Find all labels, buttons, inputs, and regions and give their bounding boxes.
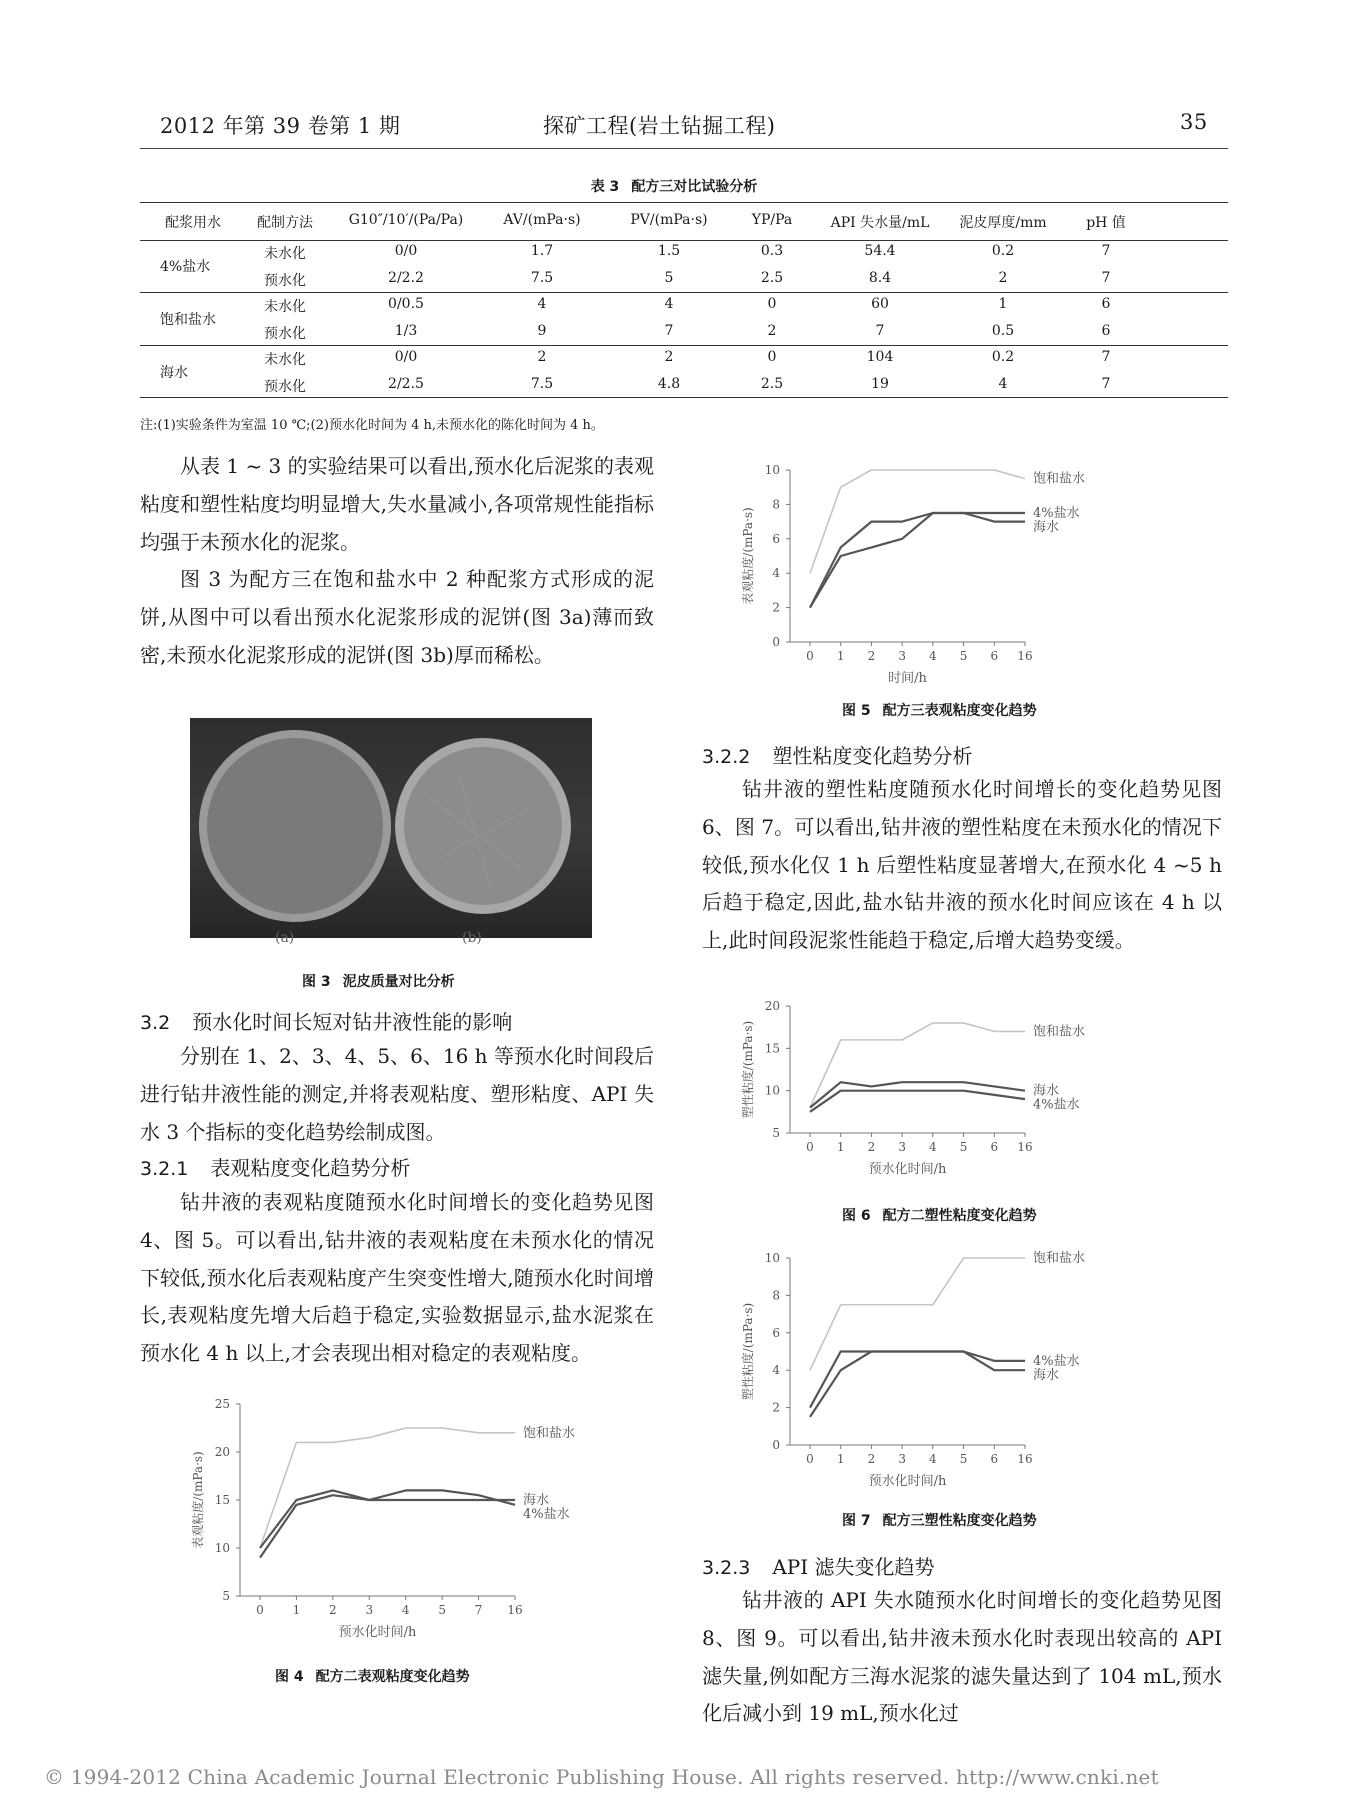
table-column-header: G10″/10′/(Pa/Pa) xyxy=(348,212,464,228)
figure-label: 图 7 xyxy=(842,1513,871,1529)
paragraph-text: 分别在 1、2、3、4、5、6、16 h 等预水化时间段后进行钻井液性能的测定,并将表观粘度、塑形粘度、API 失水 3 个指标的变化趋势绘制成图。 xyxy=(140,1044,654,1144)
series-label: 海水 xyxy=(1033,1367,1060,1383)
y-tick-label: 8 xyxy=(772,497,780,512)
x-tick-label: 2 xyxy=(867,649,876,663)
table-column-header: AV/(mPa·s) xyxy=(503,212,581,228)
series-label: 饱和盐水 xyxy=(1033,1024,1086,1040)
figure-label: 图 5 xyxy=(842,703,871,719)
section-number: 3.2 xyxy=(140,1012,171,1034)
y-tick-label: 4 xyxy=(772,1363,780,1378)
y-tick-label: 10 xyxy=(214,1541,230,1555)
table-group-label: 4%盐水 xyxy=(160,259,211,275)
x-tick-label: 7 xyxy=(474,1603,483,1617)
x-tick-label: 1 xyxy=(836,1452,845,1466)
section-number: 3.2.2 xyxy=(702,746,751,768)
table-cell: 2 xyxy=(537,349,547,365)
photo-label-b: (b) xyxy=(462,930,482,946)
x-tick-label: 4 xyxy=(929,1140,937,1154)
y-tick-label: 5 xyxy=(772,1126,780,1140)
table-cell: 0 xyxy=(767,349,777,365)
journal-title: 探矿工程(岩土钻掘工程) xyxy=(543,114,776,138)
x-tick-label: 1 xyxy=(836,1140,845,1154)
figure-title: 配方三塑性粘度变化趋势 xyxy=(882,1513,1037,1529)
series-line xyxy=(810,1258,1025,1370)
x-axis-label: 预水化时间/h xyxy=(338,1625,417,1640)
paragraph xyxy=(140,1184,654,1373)
x-tick-label: 0 xyxy=(806,1452,814,1466)
table-cell: 7 xyxy=(664,323,674,339)
y-tick-label: 6 xyxy=(772,1325,780,1340)
table-cell: 6 xyxy=(1101,323,1111,339)
y-tick-label: 5 xyxy=(222,1589,230,1603)
section-heading xyxy=(140,1152,410,1181)
x-tick-label: 4 xyxy=(929,1452,937,1466)
figure-caption xyxy=(842,1205,1049,1225)
table-group-label: 海水 xyxy=(160,365,188,381)
table-cell: 4.8 xyxy=(657,376,681,392)
y-tick-label: 10 xyxy=(764,1251,780,1265)
figure-caption xyxy=(842,1510,1049,1530)
table-column-header: pH 值 xyxy=(1086,215,1126,231)
series-line xyxy=(260,1495,515,1557)
journal-issue: 2012 年第 39 卷第 1 期 xyxy=(160,114,401,138)
table-cell: 1 xyxy=(998,296,1008,312)
y-tick-label: 20 xyxy=(214,1445,230,1459)
section-number: 3.2.3 xyxy=(702,1557,751,1579)
x-tick-label: 3 xyxy=(898,1140,906,1154)
table-cell: 2.5 xyxy=(760,376,784,392)
section-title: API 滤失变化趋势 xyxy=(772,1555,935,1579)
y-tick-label: 0 xyxy=(772,1438,780,1452)
table-cell: 104 xyxy=(866,349,894,365)
table-body xyxy=(0,0,1348,400)
paragraph xyxy=(702,1582,1222,1733)
x-tick-label: 5 xyxy=(959,1452,968,1466)
y-tick-label: 15 xyxy=(214,1493,230,1507)
y-tick-label: 25 xyxy=(214,1397,230,1411)
paragraph-text: 钻井液的表观粘度随预水化时间增长的变化趋势见图 4、图 5。可以看出,钻井液的表观粘度在未预水化的情况下较低,预水化后表观粘度产生突变性增大,随预水化时间增长,表观粘度先增大后趋于稳定,实验数据显示,盐水泥浆在预水化 4 h 以上,才会表现出相对稳定的表观粘度。 xyxy=(140,1190,654,1366)
table-cell: 2.5 xyxy=(760,270,784,286)
figure-title: 配方二表观粘度变化趋势 xyxy=(315,1669,470,1685)
x-tick-label: 16 xyxy=(1017,649,1033,663)
table-cell: 2 xyxy=(664,349,674,365)
y-tick-label: 0 xyxy=(772,635,780,649)
table-cell: 19 xyxy=(871,376,889,392)
x-tick-label: 6 xyxy=(990,649,999,663)
figure-label: 图 4 xyxy=(275,1669,304,1685)
table-cell: 7 xyxy=(1101,243,1111,259)
series-label: 海水 xyxy=(523,1493,550,1508)
table-cell: 7 xyxy=(1101,376,1111,392)
y-tick-label: 6 xyxy=(772,531,780,546)
mudcake-photo-graphic xyxy=(190,718,592,938)
series-label: 海水 xyxy=(1033,1083,1060,1099)
table-caption: 配方三对比试验分析 xyxy=(631,179,758,195)
table-cell: 4 xyxy=(537,296,547,312)
section-heading xyxy=(702,740,972,769)
x-tick-label: 16 xyxy=(507,1603,523,1617)
fig4-line-chart xyxy=(180,1394,650,1644)
table-cell: 0.2 xyxy=(991,349,1015,365)
paragraph-text: 图 3 为配方三在饱和盐水中 2 种配浆方式形成的泥饼,从图中可以看出预水化泥浆形成的泥饼(图 3a)薄而致密,未预水化泥浆形成的泥饼(图 3b)厚而稀松。 xyxy=(140,567,654,667)
table-cell: 5 xyxy=(664,270,674,286)
table-cell: 0/0 xyxy=(394,349,418,365)
table-cell: 未水化 xyxy=(264,299,306,315)
series-label: 饱和盐水 xyxy=(1033,1251,1086,1266)
paragraph xyxy=(702,771,1222,960)
x-tick-label: 6 xyxy=(990,1452,999,1466)
table-cell: 0.2 xyxy=(991,243,1015,259)
copyright-footer: © 1994-2012 China Academic Journal Electronic Publishing House. All rights reserved. http://www.cnki.net xyxy=(44,1765,1159,1789)
x-axis-label: 时间/h xyxy=(888,671,927,686)
y-axis-label: 塑性粘度/(mPa·s) xyxy=(741,1302,755,1401)
y-axis-label: 表观粘度/(mPa·s) xyxy=(191,1451,205,1549)
table-column-header: 配浆用水 xyxy=(165,215,221,231)
y-tick-label: 8 xyxy=(772,1288,780,1303)
y-tick-label: 10 xyxy=(764,1083,780,1098)
table-cell: 2 xyxy=(767,323,777,339)
mudcake-photo xyxy=(190,718,592,938)
table-cell: 7.5 xyxy=(530,376,554,392)
figure-label: 图 3 xyxy=(302,974,331,990)
table-cell: 4 xyxy=(664,296,674,312)
table-cell: 60 xyxy=(871,296,889,312)
table-cell: 0.5 xyxy=(991,323,1015,339)
table-cell: 54.4 xyxy=(864,243,896,259)
x-tick-label: 1 xyxy=(292,1603,301,1617)
series-label: 饱和盐水 xyxy=(523,1425,576,1441)
y-tick-label: 4 xyxy=(772,566,780,581)
x-tick-label: 0 xyxy=(806,649,814,663)
table-group-label: 饱和盐水 xyxy=(160,312,216,328)
x-tick-label: 16 xyxy=(1017,1140,1033,1154)
section-title: 塑性粘度变化趋势分析 xyxy=(772,744,973,768)
figure-title: 配方二塑性粘度变化趋势 xyxy=(882,1208,1037,1224)
x-tick-label: 2 xyxy=(329,1603,337,1617)
series-line xyxy=(810,1091,1025,1112)
x-tick-label: 2 xyxy=(867,1140,876,1154)
section-title: 预水化时间长短对钻井液性能的影响 xyxy=(192,1010,513,1034)
table-cell: 7 xyxy=(875,323,885,339)
table-cell: 7 xyxy=(1101,270,1111,286)
series-line xyxy=(810,1352,1025,1408)
table-cell: 2/2.2 xyxy=(388,270,424,286)
series-label: 4%盐水 xyxy=(1033,1353,1080,1369)
paragraph-text: 钻井液的 API 失水随预水化时间增长的变化趋势见图 8、图 9。可以看出,钻井液未预水化时表现出较高的 API 滤失量,例如配方三海水泥浆的滤失量达到了 104 mL,预水化后减小到 19 mL,预水化过 xyxy=(702,1588,1222,1726)
x-tick-label: 4 xyxy=(401,1603,410,1617)
y-tick-label: 20 xyxy=(764,999,780,1013)
x-tick-label: 3 xyxy=(365,1603,374,1617)
table-cell: 4 xyxy=(998,376,1008,392)
y-tick-label: 10 xyxy=(764,463,780,477)
x-tick-label: 6 xyxy=(990,1140,999,1154)
page-number: 35 xyxy=(1180,110,1208,134)
table-column-header: YP/Pa xyxy=(751,212,793,228)
paragraph xyxy=(140,1038,654,1151)
y-axis-label: 塑性粘度/(mPa·s) xyxy=(741,1020,755,1119)
series-line xyxy=(260,1428,515,1548)
figure-title: 配方三表观粘度变化趋势 xyxy=(882,703,1037,719)
table-column-header: 配制方法 xyxy=(257,215,313,231)
x-tick-label: 3 xyxy=(898,1452,906,1466)
section-heading xyxy=(140,1006,512,1035)
y-tick-label: 2 xyxy=(772,1400,780,1415)
table-cell: 1.5 xyxy=(657,243,681,259)
y-axis-label: 表观粘度/(mPa·s) xyxy=(741,507,755,605)
table-column-header: PV/(mPa·s) xyxy=(630,212,708,228)
x-tick-label: 3 xyxy=(898,649,906,663)
table-cell: 9 xyxy=(537,323,547,339)
series-line xyxy=(810,513,1025,608)
section-title: 表观粘度变化趋势分析 xyxy=(210,1156,411,1180)
table-cell: 7.5 xyxy=(530,270,554,286)
table-cell: 未水化 xyxy=(264,352,306,368)
series-label: 4%盐水 xyxy=(523,1507,570,1522)
table-column-header: 泥皮厚度/mm xyxy=(959,215,1047,231)
x-tick-label: 4 xyxy=(929,649,937,663)
x-tick-label: 0 xyxy=(256,1603,264,1617)
table-cell: 0/0.5 xyxy=(388,296,424,312)
fig7-line-chart xyxy=(730,1248,1160,1493)
figure-caption xyxy=(275,1666,482,1686)
table-cell: 0 xyxy=(767,296,777,312)
table-cell: 6 xyxy=(1101,296,1111,312)
table-cell: 0.3 xyxy=(760,243,784,259)
x-tick-label: 1 xyxy=(836,649,845,663)
table-cell: 1/3 xyxy=(394,323,418,339)
table-cell: 7 xyxy=(1101,349,1111,365)
figure-title: 泥皮质量对比分析 xyxy=(342,974,455,990)
table-cell: 预水化 xyxy=(264,379,306,395)
x-axis-label: 预水化时间/h xyxy=(868,1162,947,1177)
table-cell: 0/0 xyxy=(394,243,418,259)
x-tick-label: 5 xyxy=(959,649,968,663)
x-tick-label: 2 xyxy=(867,1452,876,1466)
figure-caption xyxy=(302,971,467,991)
y-tick-label: 15 xyxy=(764,1041,780,1056)
series-label: 海水 xyxy=(1033,520,1060,535)
section-heading xyxy=(702,1551,935,1580)
figure-caption xyxy=(842,700,1049,720)
table-note: 注:(1)实验条件为室温 10 ℃;(2)预水化时间为 4 h,未预水化的陈化时间为 4 h。 xyxy=(140,418,604,433)
table-cell: 2/2.5 xyxy=(388,376,424,392)
x-tick-label: 5 xyxy=(438,1603,446,1617)
table-cell: 预水化 xyxy=(264,326,306,342)
series-label: 4%盐水 xyxy=(1033,1097,1080,1113)
section-number: 3.2.1 xyxy=(140,1158,189,1180)
series-label: 4%盐水 xyxy=(1033,506,1080,521)
photo-label-a: (a) xyxy=(275,930,295,946)
table-cell: 未水化 xyxy=(264,246,306,262)
table-cell: 1.7 xyxy=(530,243,554,259)
x-tick-label: 5 xyxy=(959,1140,968,1154)
x-tick-label: 0 xyxy=(806,1140,814,1154)
figure-label: 图 6 xyxy=(842,1208,871,1224)
paragraph xyxy=(140,448,654,675)
x-axis-label: 预水化时间/h xyxy=(868,1474,947,1489)
paragraph-text: 从表 1 ~ 3 的实验结果可以看出,预水化后泥浆的表观粘度和塑性粘度均明显增大,失水量减小,各项常规性能指标均强于未预水化的泥浆。 xyxy=(140,454,654,554)
table-cell: 预水化 xyxy=(264,273,306,289)
table-cell: 8.4 xyxy=(868,270,892,286)
table-label: 表 3 xyxy=(590,179,620,195)
fig6-line-chart xyxy=(730,996,1160,1181)
paragraph-text: 钻井液的塑性粘度随预水化时间增长的变化趋势见图 6、图 7。可以看出,钻井液的塑性粘度在未预水化的情况下较低,预水化仅 1 h 后塑性粘度显著增大,在预水化 4 ~5 h 后趋于稳定,因此,盐水钻井液的预水化时间应该在 4 h 以上,此时间段泥浆性能趋于稳定,后增大趋势变缓。 xyxy=(702,777,1222,953)
table-cell: 2 xyxy=(998,270,1008,286)
table-column-header: API 失水量/mL xyxy=(830,215,930,231)
fig5-line-chart xyxy=(730,460,1160,690)
y-tick-label: 2 xyxy=(772,600,780,615)
x-tick-label: 16 xyxy=(1017,1452,1033,1466)
series-label: 饱和盐水 xyxy=(1033,471,1086,487)
